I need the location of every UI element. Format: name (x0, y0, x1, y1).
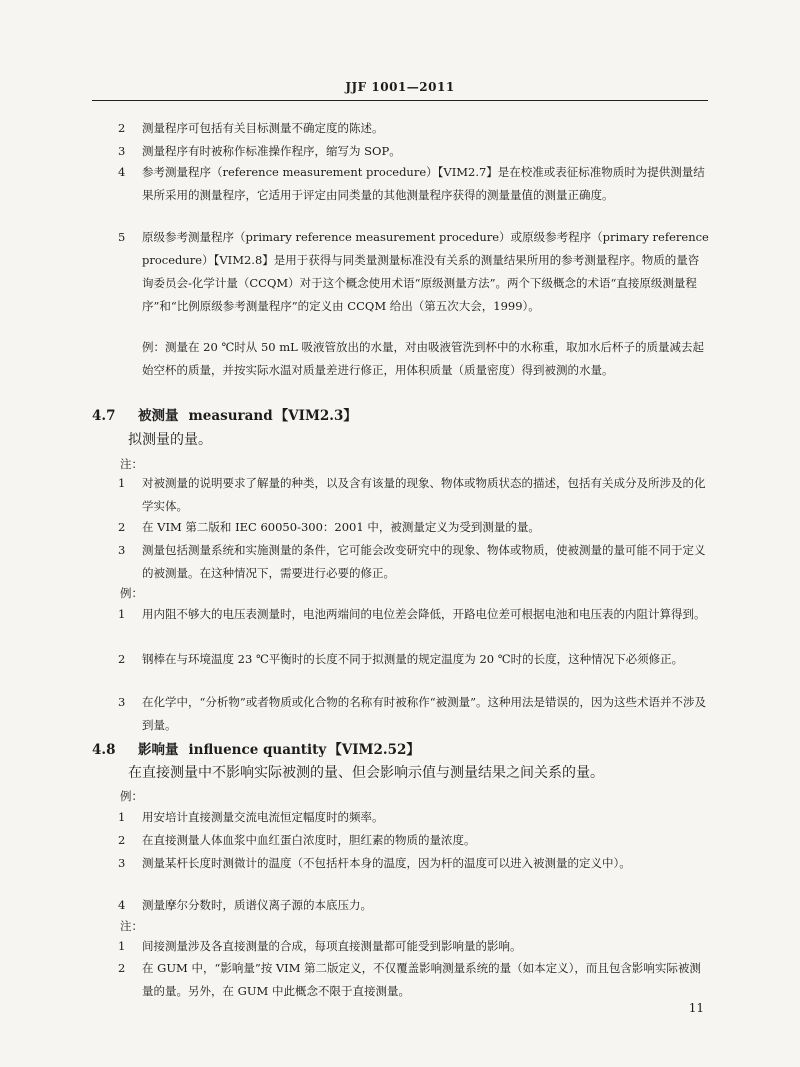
term-english: measurand (188, 408, 273, 424)
example-text: 测量摩尔分数时，质谱仪离子源的本底压力。 (142, 898, 372, 912)
header-rule (92, 100, 708, 101)
example-text: 用内阻不够大的电压表测量时，电池两端间的电位差会降低，开路电位差可根据电池和电压表的内阻计算得到。 (142, 607, 706, 621)
note-number: 1 (118, 939, 126, 953)
note-text: 测量程序可包括有关目标测量不确定度的陈述。 (142, 121, 384, 135)
notes-label: 注： (120, 919, 143, 933)
page-number: 11 (688, 1001, 704, 1015)
note-number: 2 (118, 520, 126, 534)
term-reference: 【VIM2.3】 (274, 408, 357, 424)
example-text: 在化学中，“分析物”或者物质或化合物的名称有时被称作“被测量”。这种用法是错误的，因为这些术语并不涉及到量。 (142, 695, 707, 732)
note-item (120, 161, 710, 207)
notes-label: 注： (120, 457, 143, 471)
note-item (120, 539, 710, 585)
example-text: 用安培计直接测量交流电流恒定幅度时的频率。 (142, 810, 384, 824)
example-item (120, 691, 710, 737)
example-number: 1 (118, 810, 126, 824)
note-text: 在 VIM 第二版和 IEC 60050-300：2001 中，被测量定义为受到测量的量。 (142, 520, 540, 534)
examples-label: 例： (120, 586, 143, 600)
note-number: 2 (118, 961, 126, 975)
example-number: 3 (118, 856, 126, 870)
note-text: 对被测量的说明要求了解量的种类，以及含有该量的现象、物体或物质状态的描述，包括有关成分及所涉及的化学实体。 (142, 476, 706, 513)
note-item (120, 117, 710, 140)
examples-label: 例： (120, 789, 143, 803)
term-definition: 拟测量的量。 (128, 432, 212, 448)
example-item (120, 852, 710, 875)
note-text: 在 GUM 中，“影响量”按 VIM 第二版定义，不仅覆盖影响测量系统的量（如本定义），而且包含影响实际被测量的量。另外，在 GUM 中此概念不限于直接测量。 (142, 961, 701, 998)
note-text: 测量程序有时被称作标准操作程序，缩写为 SOP。 (142, 144, 401, 158)
term-chinese: 被测量 (138, 408, 179, 424)
note-text: 间接测量涉及各直接测量的合成，每项直接测量都可能受到影响量的影响。 (142, 939, 522, 953)
term-english: influence quantity (188, 742, 327, 758)
note-item (120, 226, 710, 318)
note-number: 4 (118, 165, 126, 179)
document-code-header: JJF 1001—2011 (345, 80, 455, 94)
example-item (120, 806, 710, 829)
term-heading-4-7 (92, 404, 357, 428)
example-text: 在直接测量人体血浆中血红蛋白浓度时，胆红素的物质的量浓度。 (142, 833, 476, 847)
note-number: 3 (118, 144, 126, 158)
example-text: 钢棒在与环境温度 23 ℃平衡时的长度不同于拟测量的规定温度为 20 ℃时的长度，这种情况下必须修正。 (142, 652, 684, 666)
term-reference: 【VIM2.52】 (328, 742, 420, 758)
note-item (120, 516, 710, 539)
note-item (120, 140, 710, 163)
example-number: 3 (118, 695, 126, 709)
note-item (120, 935, 710, 958)
term-number: 4.8 (92, 742, 116, 758)
note-number: 5 (118, 230, 126, 244)
example-number: 2 (118, 833, 126, 847)
note-text: 参考测量程序（reference measurement procedure）【VIM2.7】是在校准或表征标准物质时为提供测量结果所采用的测量程序，它适用于评定由同类量的其他测量程序获得的测量量值的测量正确度。 (142, 165, 705, 202)
note-text: 测量包括测量系统和实施测量的条件，它可能会改变研究中的现象、物体或物质，使被测量的量可能不同于定义的被测量。在这种情况下，需要进行必要的修正。 (142, 543, 706, 580)
example-item (120, 603, 710, 626)
note-number: 1 (118, 476, 126, 490)
example-text: 测量某杆长度时测微计的温度（不包括杆本身的温度，因为杆的温度可以进入被测量的定义中）。 (142, 856, 631, 870)
note-item (120, 957, 710, 1003)
example-number: 1 (118, 607, 126, 621)
example-number: 2 (118, 652, 126, 666)
note-item (120, 472, 710, 518)
term-number: 4.7 (92, 408, 116, 424)
example-paragraph (120, 336, 710, 382)
term-heading-4-8 (92, 738, 420, 762)
example-number: 4 (118, 898, 126, 912)
note-number: 3 (118, 543, 126, 557)
example-item (120, 894, 710, 917)
note-number: 2 (118, 121, 126, 135)
term-chinese: 影响量 (138, 742, 179, 758)
example-text: 例：测量在 20 ℃时从 50 mL 吸液管放出的水量，对由吸液管洗到杯中的水称重，取加水后杯子的质量减去起始空杯的质量，并按实际水温对质量差进行修正，用体积质量（质量密度）得到被测的水量。 (142, 340, 704, 377)
note-text: 原级参考测量程序（primary reference measurement procedure）或原级参考程序（primary reference procedure）【VIM2.8】是用于获得与同类量测量标准没有关系的测量结果所用的参考测量程序。物质的量咨询委员会-化学计量（CCQM）对于这个概念使用术语“原级测量方法”。两个下级概念的术语“直接原级测量程序”和“比例原级参考测量程序”的定义由 CCQM 给出（第五次大会，1999）。 (142, 230, 709, 313)
example-item (120, 648, 710, 671)
term-definition: 在直接测量中不影响实际被测的量、但会影响示值与测量结果之间关系的量。 (128, 765, 604, 781)
example-item (120, 829, 710, 852)
